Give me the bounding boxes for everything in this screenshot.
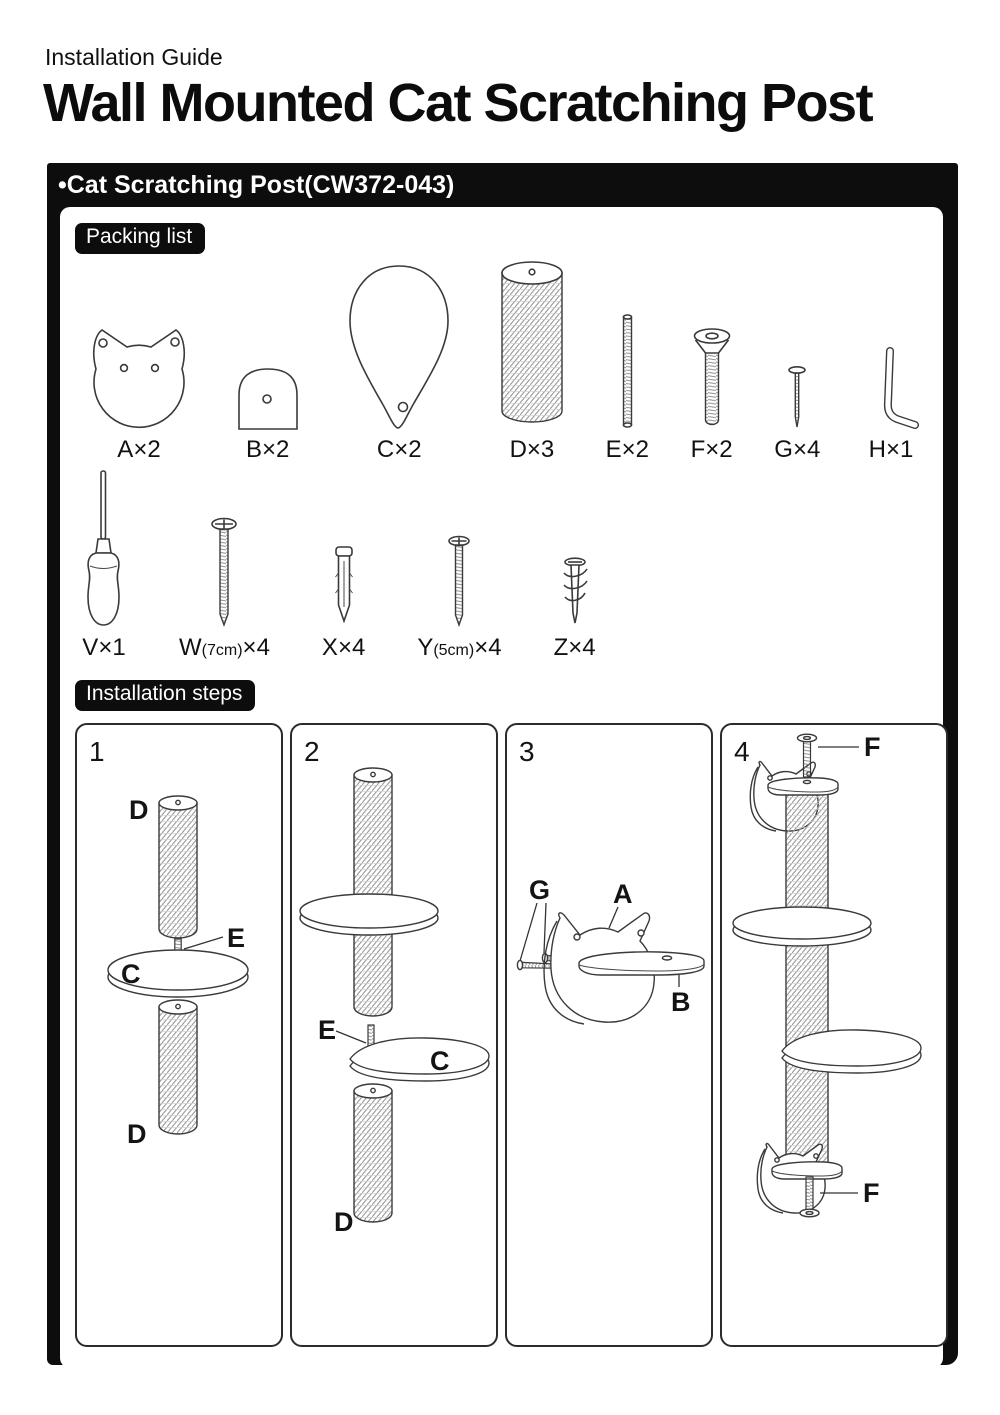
callout-shelf: B — [671, 987, 691, 1017]
part-item-x — [322, 545, 365, 662]
step-number: 4 — [734, 736, 750, 767]
part-label: B×2 — [245, 436, 290, 463]
step-panel-1 — [75, 723, 283, 1347]
callout-disc: C — [121, 959, 141, 989]
part-label: Y(5cm)×4 — [417, 634, 502, 661]
top-shelf-drawing — [768, 778, 838, 795]
step-2-diagram-icon — [292, 725, 496, 1345]
part-item-d — [500, 259, 564, 464]
callout-top-bolt: F — [864, 732, 881, 762]
long-wood-screw-icon — [210, 517, 238, 629]
wall-anchor-icon — [332, 545, 356, 629]
shelf-drawing — [579, 952, 704, 975]
part-item-z — [554, 557, 596, 662]
part-item-g — [774, 365, 820, 464]
part-label: D×3 — [509, 436, 555, 463]
arch-panel-icon — [237, 367, 299, 431]
tower-post-drawing — [786, 789, 828, 1174]
section-header: •Cat Scratching Post(CW372-043) — [58, 171, 455, 199]
part-item-e — [606, 311, 649, 464]
assembled-post-drawing — [300, 768, 438, 1016]
callout-bottom-post: D — [127, 1119, 147, 1149]
installation-steps-tag: Installation steps — [75, 680, 255, 711]
wood-screw-icon — [447, 535, 471, 629]
installation-steps — [75, 723, 928, 1347]
doc-title: Wall Mounted Cat Scratching Post — [43, 73, 873, 133]
step-3-diagram-icon — [507, 725, 711, 1345]
allen-key-icon — [862, 345, 920, 431]
part-item-c — [340, 264, 458, 464]
callout-rod: E — [318, 1015, 337, 1045]
callout-rod: E — [227, 923, 246, 953]
packing-list-tag: Packing list — [75, 223, 205, 254]
step-panel-4 — [720, 723, 948, 1347]
part-item-h — [862, 345, 920, 464]
callout-disc: C — [430, 1046, 450, 1076]
coarse-screw-icon — [559, 557, 591, 629]
callout-bottom-post: D — [334, 1207, 354, 1237]
step-panel-3 — [505, 723, 713, 1347]
part-label: W(7cm)×4 — [179, 634, 270, 661]
teardrop-disc-drawing — [350, 1038, 489, 1081]
step-1-diagram-icon — [77, 725, 281, 1345]
part-item-a — [83, 323, 195, 464]
content-frame — [47, 163, 958, 1365]
cat-head-panel-icon — [83, 323, 195, 431]
part-label: C×2 — [376, 436, 422, 463]
part-label: E×2 — [605, 436, 649, 463]
step-number: 2 — [304, 736, 320, 767]
packing-row-2 — [75, 466, 928, 662]
callout-top-post: D — [129, 795, 149, 825]
teardrop-shelf-icon — [340, 264, 458, 431]
scratching-post-icon — [500, 259, 564, 431]
part-item-v — [81, 469, 127, 662]
small-screw-icon — [787, 365, 807, 431]
part-label: F×2 — [690, 436, 733, 463]
flat-head-bolt-icon — [692, 327, 732, 431]
step-number: 3 — [519, 736, 535, 767]
part-item-f — [691, 327, 733, 464]
round-disc-drawing — [733, 907, 871, 946]
callout-bottom-bolt: F — [863, 1178, 880, 1208]
part-label: X×4 — [321, 634, 366, 661]
bottom-post-drawing — [354, 1084, 392, 1222]
top-post-drawing — [159, 796, 197, 938]
doc-kicker: Installation Guide — [45, 44, 223, 70]
step-number: 1 — [89, 736, 105, 767]
part-label: A×2 — [117, 436, 161, 463]
threaded-rod-icon — [618, 311, 637, 431]
part-label: V×1 — [82, 634, 126, 661]
bottom-post-drawing — [159, 1000, 197, 1134]
part-item-y — [417, 535, 501, 662]
callout-cat-panel: A — [613, 879, 633, 909]
teardrop-disc-drawing — [782, 1030, 921, 1073]
packing-row-1 — [75, 256, 928, 464]
part-item-w — [179, 517, 270, 662]
part-label: H×1 — [868, 436, 914, 463]
part-label: Z×4 — [553, 634, 596, 661]
step-panel-2 — [290, 723, 498, 1347]
step-4-diagram-icon — [722, 725, 946, 1345]
screwdriver-icon — [81, 469, 127, 629]
part-label: G×4 — [774, 436, 821, 463]
callout-screws: G — [529, 875, 551, 905]
content-inner — [60, 207, 943, 1368]
part-item-b — [237, 367, 299, 464]
